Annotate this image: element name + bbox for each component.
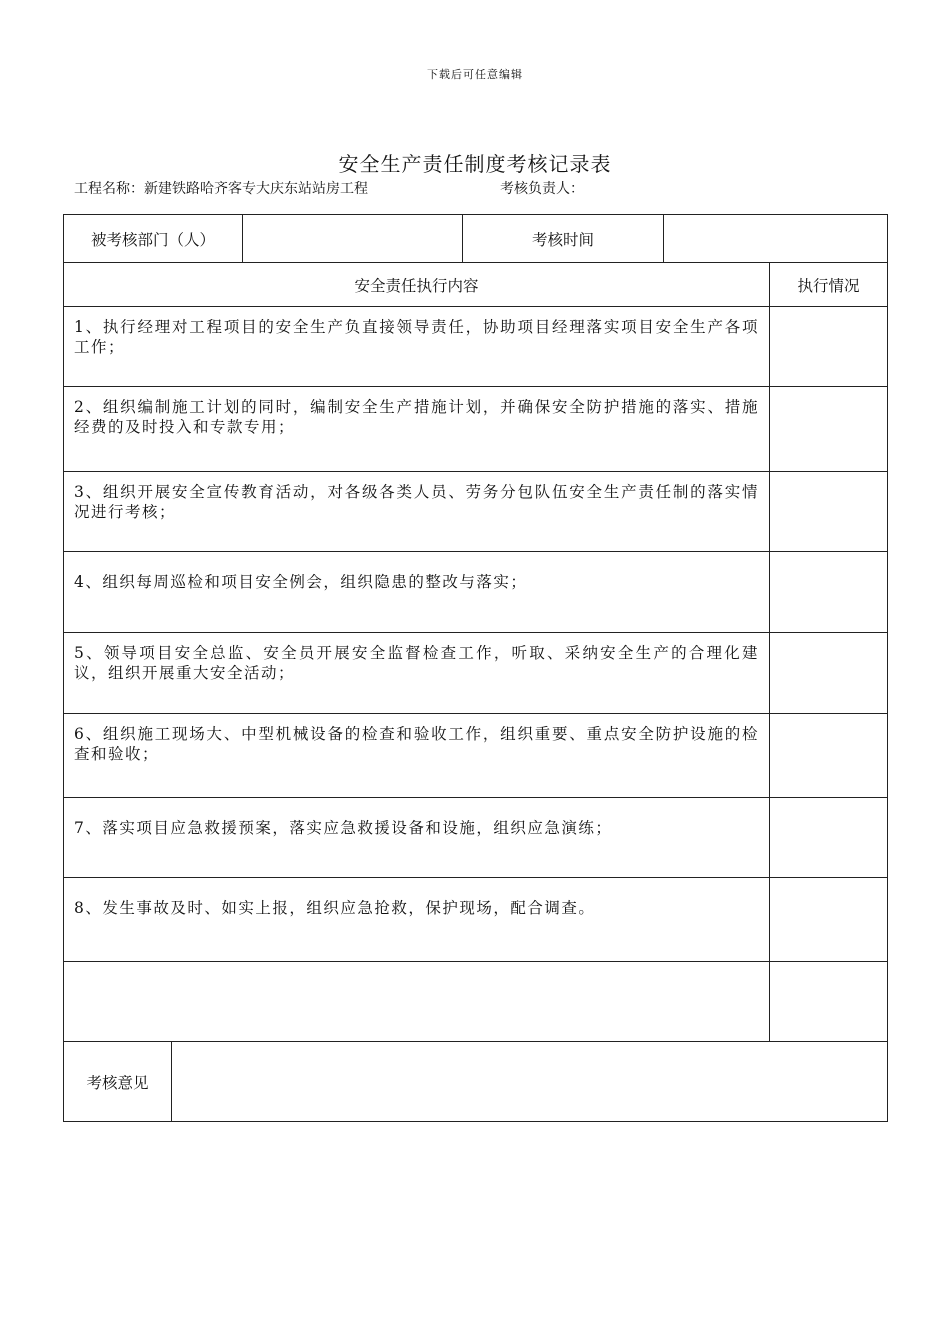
opinion-row <box>64 1042 888 1122</box>
table-row <box>64 307 888 387</box>
status-cell[interactable] <box>770 387 888 472</box>
table-row <box>64 633 888 714</box>
item-text: 2、组织编制施工计划的同时，编制安全生产措施计划，并确保安全防护措施的落实、措施经费的及时投入和专款专用； <box>64 387 770 472</box>
status-cell[interactable] <box>770 798 888 878</box>
dept-row <box>64 215 888 263</box>
opinion-label: 考核意见 <box>64 1042 172 1122</box>
item-text: 4、组织每周巡检和项目安全例会，组织隐患的整改与落实； <box>64 552 770 633</box>
table-row <box>64 472 888 552</box>
time-label: 考核时间 <box>463 215 664 263</box>
status-cell[interactable] <box>770 962 888 1042</box>
item-text: 1、执行经理对工程项目的安全生产负直接领导责任，协助项目经理落实项目安全生产各项工作； <box>64 307 770 387</box>
content-header: 安全责任执行内容 <box>64 263 770 307</box>
item-text: 3、组织开展安全宣传教育活动，对各级各类人员、劳务分包队伍安全生产责任制的落实情况进行考核； <box>64 472 770 552</box>
item-text[interactable] <box>64 962 770 1042</box>
dept-label: 被考核部门（人） <box>64 215 243 263</box>
page-title: 安全生产责任制度考核记录表 <box>338 152 612 176</box>
item-text: 8、发生事故及时、如实上报，组织应急抢救，保护现场，配合调查。 <box>64 878 770 962</box>
dept-value-cell[interactable] <box>243 215 463 263</box>
assessment-table <box>63 214 888 1122</box>
header-note: 下载后可任意编辑 <box>427 68 523 81</box>
status-cell[interactable] <box>770 472 888 552</box>
item-text: 5、领导项目安全总监、安全员开展安全监督检查工作，听取、采纳安全生产的合理化建议，组织开展重大安全活动； <box>64 633 770 714</box>
status-cell[interactable] <box>770 714 888 798</box>
table-row <box>64 878 888 962</box>
opinion-value-cell[interactable] <box>172 1042 888 1122</box>
status-cell[interactable] <box>770 633 888 714</box>
table-row <box>64 714 888 798</box>
time-value-cell[interactable] <box>664 215 888 263</box>
item-text: 6、组织施工现场大、中型机械设备的检查和验收工作，组织重要、重点安全防护设施的检查和验收； <box>64 714 770 798</box>
status-cell[interactable] <box>770 878 888 962</box>
status-cell[interactable] <box>770 552 888 633</box>
table-row <box>64 387 888 472</box>
table-row <box>64 798 888 878</box>
table-row <box>64 552 888 633</box>
status-header: 执行情况 <box>770 263 888 307</box>
content-header-row <box>64 263 888 307</box>
project-name: 工程名称：新建铁路哈齐客专大庆东站站房工程 <box>74 181 368 197</box>
reviewer-label: 考核负责人： <box>500 181 584 197</box>
item-text: 7、落实项目应急救援预案，落实应急救援设备和设施，组织应急演练； <box>64 798 770 878</box>
status-cell[interactable] <box>770 307 888 387</box>
table-row <box>64 962 888 1042</box>
